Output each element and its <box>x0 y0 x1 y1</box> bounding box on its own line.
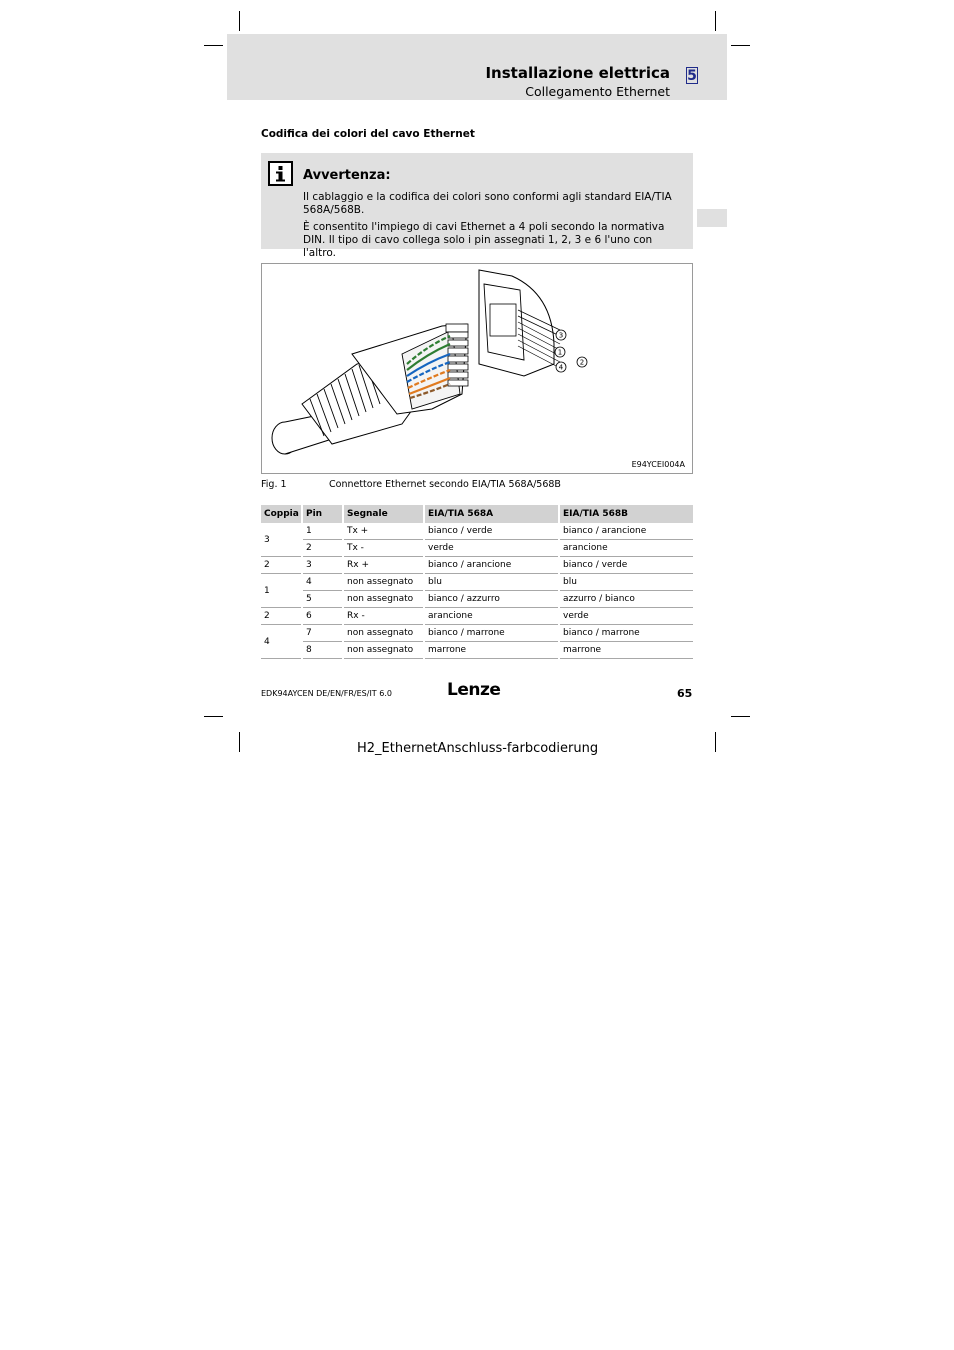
pin-color-table <box>259 505 695 659</box>
table-row <box>261 591 693 608</box>
column-header: Pin <box>303 505 342 523</box>
568a-cell: verde <box>425 540 558 557</box>
crop-mark <box>731 716 750 717</box>
table-row <box>261 625 693 642</box>
column-header: Segnale <box>344 505 423 523</box>
connector-illustration <box>262 264 692 473</box>
568b-cell: bianco / arancione <box>560 523 693 540</box>
column-header: Coppia <box>261 505 301 523</box>
figure-box <box>261 263 693 474</box>
signal-cell: Tx + <box>344 523 423 540</box>
note-title: Avvertenza: <box>303 168 391 183</box>
lenze-logo: Lenze <box>447 680 501 700</box>
crop-mark <box>715 732 716 752</box>
pin-callout: 4 <box>558 363 564 372</box>
note-paragraph: Il cablaggio e la codifica dei colori sono conformi agli standard EIA/TIA 568A/568B. <box>303 191 672 216</box>
table-row <box>261 642 693 659</box>
568b-cell: marrone <box>560 642 693 659</box>
pair-cell: 2 <box>261 557 301 574</box>
568b-cell: bianco / verde <box>560 557 693 574</box>
568b-cell: bianco / marrone <box>560 625 693 642</box>
info-icon <box>268 161 293 186</box>
pin-cell: 4 <box>303 574 342 591</box>
note-box <box>261 153 693 259</box>
crop-mark <box>204 45 223 46</box>
page-header <box>227 34 727 100</box>
568a-cell: blu <box>425 574 558 591</box>
signal-cell: non assegnato <box>344 574 423 591</box>
page-number: 65 <box>677 687 693 700</box>
signal-cell: Tx - <box>344 540 423 557</box>
pin-cell: 1 <box>303 523 342 540</box>
pin-cell: 7 <box>303 625 342 642</box>
signal-cell: non assegnato <box>344 591 423 608</box>
568a-cell: bianco / marrone <box>425 625 558 642</box>
pin-callout: 2 <box>579 358 585 367</box>
pin-cell: 3 <box>303 557 342 574</box>
568b-cell: azzurro / bianco <box>560 591 693 608</box>
568a-cell: bianco / arancione <box>425 557 558 574</box>
crop-mark <box>715 11 716 31</box>
table-row <box>261 608 693 625</box>
note-paragraph: È consentito l'impiego di cavi Ethernet a 4 poli secondo la normativa DIN. Il tipo di cavo collega solo i pin assegnati 1, 2, 3 e 6 l'uno con l'altro. <box>303 221 665 259</box>
568a-cell: arancione <box>425 608 558 625</box>
pair-cell: 1 <box>261 574 301 608</box>
header-title: Installazione elettrica <box>485 64 670 82</box>
pair-cell: 4 <box>261 625 301 659</box>
table-row <box>261 574 693 591</box>
signal-cell: non assegnato <box>344 625 423 642</box>
chapter-side-tab <box>697 209 727 227</box>
table-row <box>261 540 693 557</box>
pin-cell: 6 <box>303 608 342 625</box>
signal-cell: non assegnato <box>344 642 423 659</box>
column-header: EIA/TIA 568B <box>560 505 693 523</box>
568a-cell: bianco / azzurro <box>425 591 558 608</box>
pin-callout: 3 <box>558 331 564 340</box>
pair-cell: 3 <box>261 523 301 557</box>
table-row <box>261 557 693 574</box>
crop-mark <box>239 11 240 31</box>
table-header-row <box>261 505 693 523</box>
568b-cell: arancione <box>560 540 693 557</box>
pin-cell: 8 <box>303 642 342 659</box>
pin-cell: 5 <box>303 591 342 608</box>
568b-cell: blu <box>560 574 693 591</box>
document-id: EDK94AYCEN DE/EN/FR/ES/IT 6.0 <box>261 689 392 698</box>
table-row <box>261 523 693 540</box>
568a-cell: marrone <box>425 642 558 659</box>
crop-mark <box>204 716 223 717</box>
section-heading: Codifica dei colori del cavo Ethernet <box>261 128 475 140</box>
signal-cell: Rx - <box>344 608 423 625</box>
column-header: EIA/TIA 568A <box>425 505 558 523</box>
figure-label: Fig. 1 <box>261 479 287 490</box>
figure-code: E94YCEI004A <box>631 460 685 469</box>
pin-cell: 2 <box>303 540 342 557</box>
chapter-number: 5 <box>687 68 697 84</box>
bottom-caption: H2_EthernetAnschluss-farbcodierung <box>357 741 599 756</box>
crop-mark <box>239 732 240 752</box>
pin-callout: 1 <box>557 348 563 357</box>
568a-cell: bianco / verde <box>425 523 558 540</box>
pair-cell: 2 <box>261 608 301 625</box>
crop-mark <box>731 45 750 46</box>
header-subtitle: Collegamento Ethernet <box>525 84 670 99</box>
figure-caption: Connettore Ethernet secondo EIA/TIA 568A/568B <box>329 479 561 490</box>
568b-cell: verde <box>560 608 693 625</box>
signal-cell: Rx + <box>344 557 423 574</box>
